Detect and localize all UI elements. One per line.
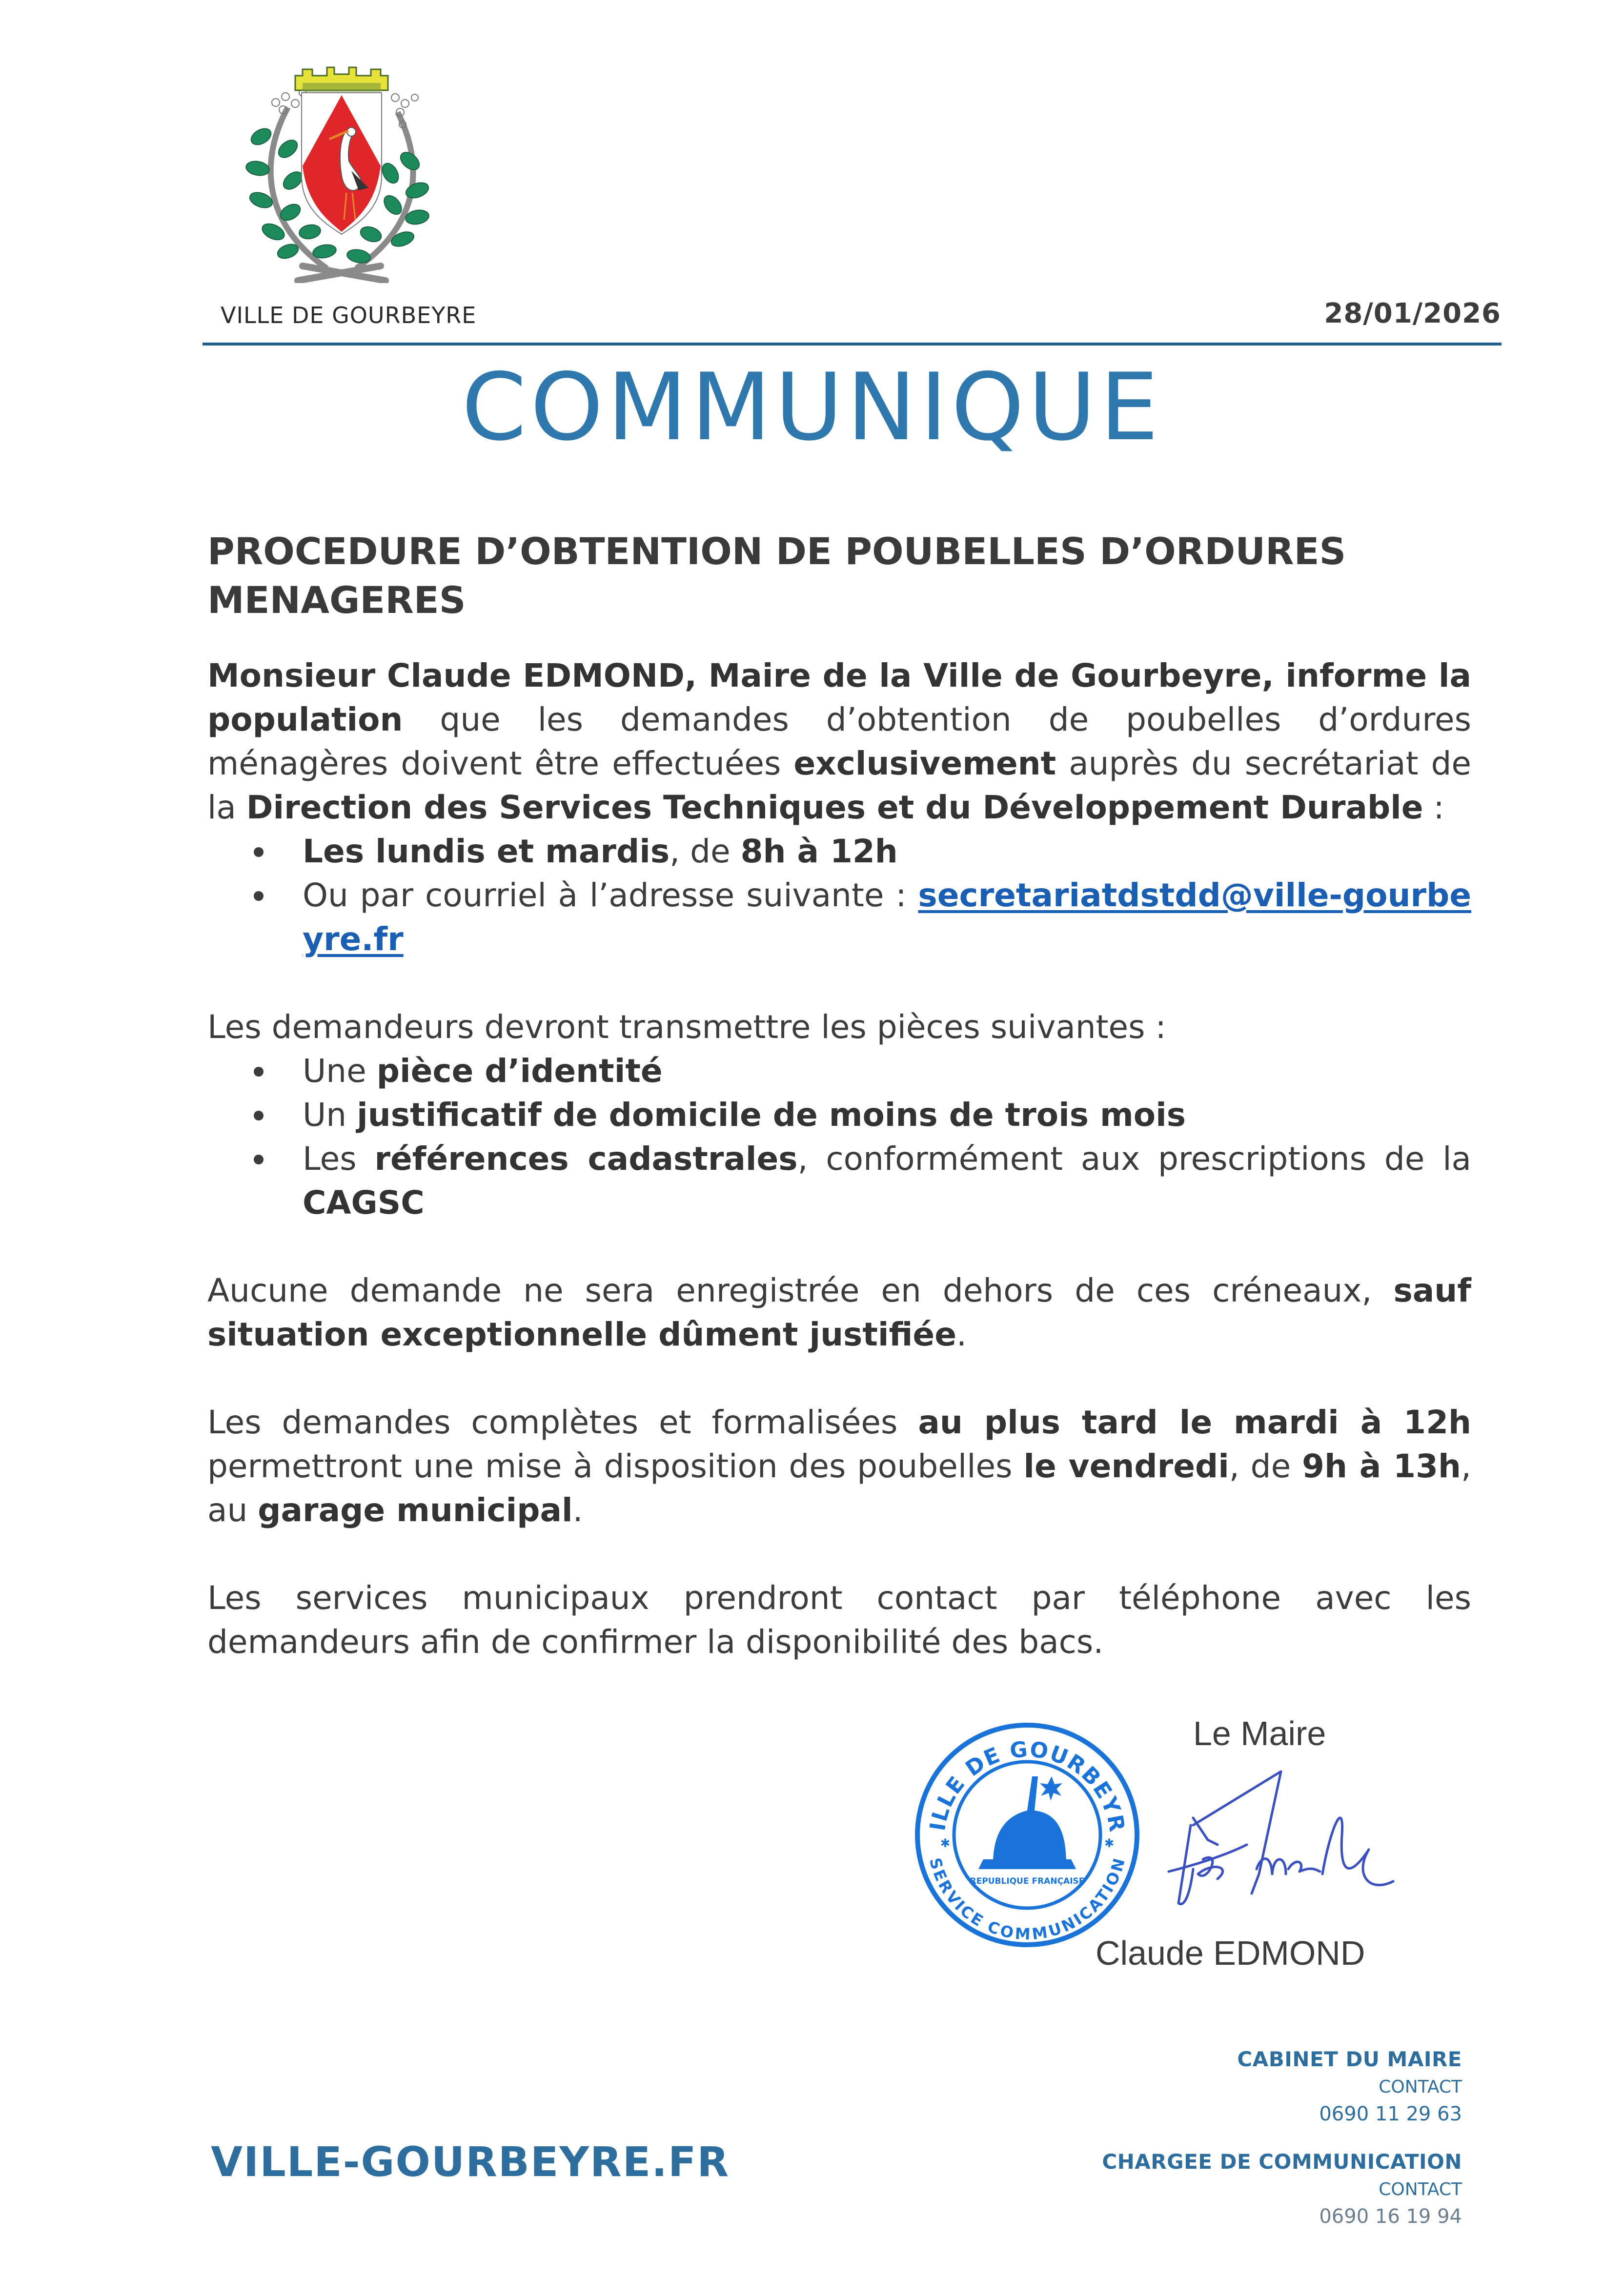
page-header xyxy=(0,0,1624,468)
contact-cabinet xyxy=(1102,2045,1462,2128)
contact-communication-title: CHARGEE DE COMMUNICATION xyxy=(1102,2150,1462,2174)
doc-pre: Une xyxy=(303,1052,377,1090)
intro-bold-end: Direction des Services Techniques et du Développement Durable xyxy=(246,789,1423,826)
bullet-icon xyxy=(254,1111,264,1120)
list-item xyxy=(207,830,1471,874)
intro-paragraph xyxy=(207,654,1471,830)
website-link[interactable]: VILLE-GOURBEYRE.FR xyxy=(211,2138,730,2186)
list-item xyxy=(207,1137,1471,1225)
contact-communication-label: CONTACT xyxy=(1379,2179,1462,2199)
delivery-text: Les demandes complètes et formalisées xyxy=(207,1404,918,1441)
intro-text-2: auprès du secrétariat de la xyxy=(207,745,1471,826)
page-footer xyxy=(211,2045,1462,2260)
delivery-text: . xyxy=(572,1491,583,1529)
contact-communication xyxy=(1102,2147,1462,2230)
handwritten-signature xyxy=(1164,1762,1398,1918)
email-intro: Ou par courriel à l’adresse suivante : xyxy=(303,876,918,914)
documents-intro: Les demandeurs devront transmettre les pièces suivantes : xyxy=(207,1008,1166,1046)
delivery-day: le vendredi xyxy=(1023,1447,1229,1485)
exception-bold: sauf situation exceptionnelle dûment justifiée xyxy=(207,1272,1471,1353)
city-name: VILLE DE GOURBEYRE xyxy=(221,302,477,328)
doc-bold: références cadastrales xyxy=(374,1140,798,1178)
exception-paragraph xyxy=(207,1269,1471,1357)
bullet-icon xyxy=(254,891,264,901)
document-type-heading: COMMUNIQUE xyxy=(462,353,1162,461)
schedule-days: Les lundis et mardis xyxy=(303,833,670,870)
intro-bold-lead: Monsieur Claude EDMOND, Maire de la Ville de Gourbeyre, informe la population xyxy=(207,657,1471,738)
spacer xyxy=(207,1225,1471,1269)
contact-cabinet-phone[interactable]: 0690 11 29 63 xyxy=(1319,2103,1462,2125)
contact-cabinet-label: CONTACT xyxy=(1379,2077,1462,2097)
signature-block xyxy=(910,1713,1447,2015)
doc-pre: Les xyxy=(303,1140,375,1178)
spacer xyxy=(207,961,1471,1005)
delivery-deadline: au plus tard le mardi à 12h xyxy=(918,1404,1471,1441)
stamp-text-top: ILLE DE GOURBEYR xyxy=(925,1737,1130,1835)
delivery-text: , de xyxy=(1229,1447,1302,1485)
stamp-text-center: REPUBLIQUE FRANÇAISE xyxy=(970,1876,1085,1886)
page-title: PROCEDURE D’OBTENTION DE POUBELLES D’ORDURES MENAGERES xyxy=(207,529,1346,622)
doc-bold: pièce d’identité xyxy=(376,1052,663,1090)
header-divider xyxy=(203,343,1502,346)
document-body xyxy=(207,527,1471,1664)
spacer xyxy=(207,1357,1471,1401)
svg-text:✱: ✱ xyxy=(1104,1836,1115,1850)
bullet-icon xyxy=(254,1155,264,1164)
delivery-text: permettront une mise à disposition des poubelles xyxy=(207,1447,1024,1485)
delivery-location: garage municipal xyxy=(258,1491,573,1529)
list-item xyxy=(207,1093,1471,1137)
exception-end: . xyxy=(956,1316,967,1353)
doc-post: , conformément aux prescriptions de la xyxy=(797,1140,1471,1178)
contact-cabinet-title: CABINET DU MAIRE xyxy=(1237,2047,1462,2071)
email-link[interactable]: secretariatdstdd@ville-gourbeyre.fr xyxy=(303,876,1471,958)
coat-of-arms-logo xyxy=(229,63,454,283)
signatory-name: Claude EDMOND xyxy=(1096,1934,1365,1972)
doc-bold: justificatif de domicile de moins de trois mois xyxy=(357,1096,1186,1134)
doc-pre: Un xyxy=(303,1096,357,1134)
signatory-title: Le Maire xyxy=(1193,1714,1326,1752)
contacts-block xyxy=(1102,2045,1462,2230)
contact-communication-phone[interactable]: 0690 16 19 94 xyxy=(1319,2205,1462,2228)
delivery-text: , au xyxy=(207,1447,1471,1529)
exception-text: Aucune demande ne sera enregistrée en dehors de ces créneaux, xyxy=(207,1272,1394,1309)
contact-options-list xyxy=(207,830,1471,961)
delivery-paragraph xyxy=(207,1401,1471,1532)
delivery-hours: 9h à 13h xyxy=(1302,1447,1462,1485)
intro-text-3: : xyxy=(1423,789,1444,826)
documents-list xyxy=(207,1049,1471,1225)
document-date: 28/01/2026 xyxy=(1324,298,1501,329)
bullet-icon xyxy=(254,1067,264,1077)
list-item xyxy=(207,1049,1471,1093)
svg-text:✱: ✱ xyxy=(940,1836,951,1850)
doc-bold-2: CAGSC xyxy=(303,1184,425,1221)
schedule-hours: 8h à 12h xyxy=(740,833,898,870)
schedule-sep: , de xyxy=(670,833,741,870)
list-item xyxy=(207,874,1471,961)
bullet-icon xyxy=(254,847,264,857)
intro-text-1: que les demandes d’obtention de poubelles d’ordures ménagères doivent être effectuées xyxy=(207,701,1471,782)
intro-bold-mid: exclusivement xyxy=(793,745,1056,782)
closing-paragraph: Les services municipaux prendront contact par téléphone avec les demandeurs afin de confirmer la disponibilité des bacs. xyxy=(207,1579,1471,1661)
official-stamp xyxy=(910,1718,1144,1952)
stamp-text-bottom: SERVICE COMMUNICATION xyxy=(925,1855,1129,1944)
spacer xyxy=(207,1532,1471,1576)
